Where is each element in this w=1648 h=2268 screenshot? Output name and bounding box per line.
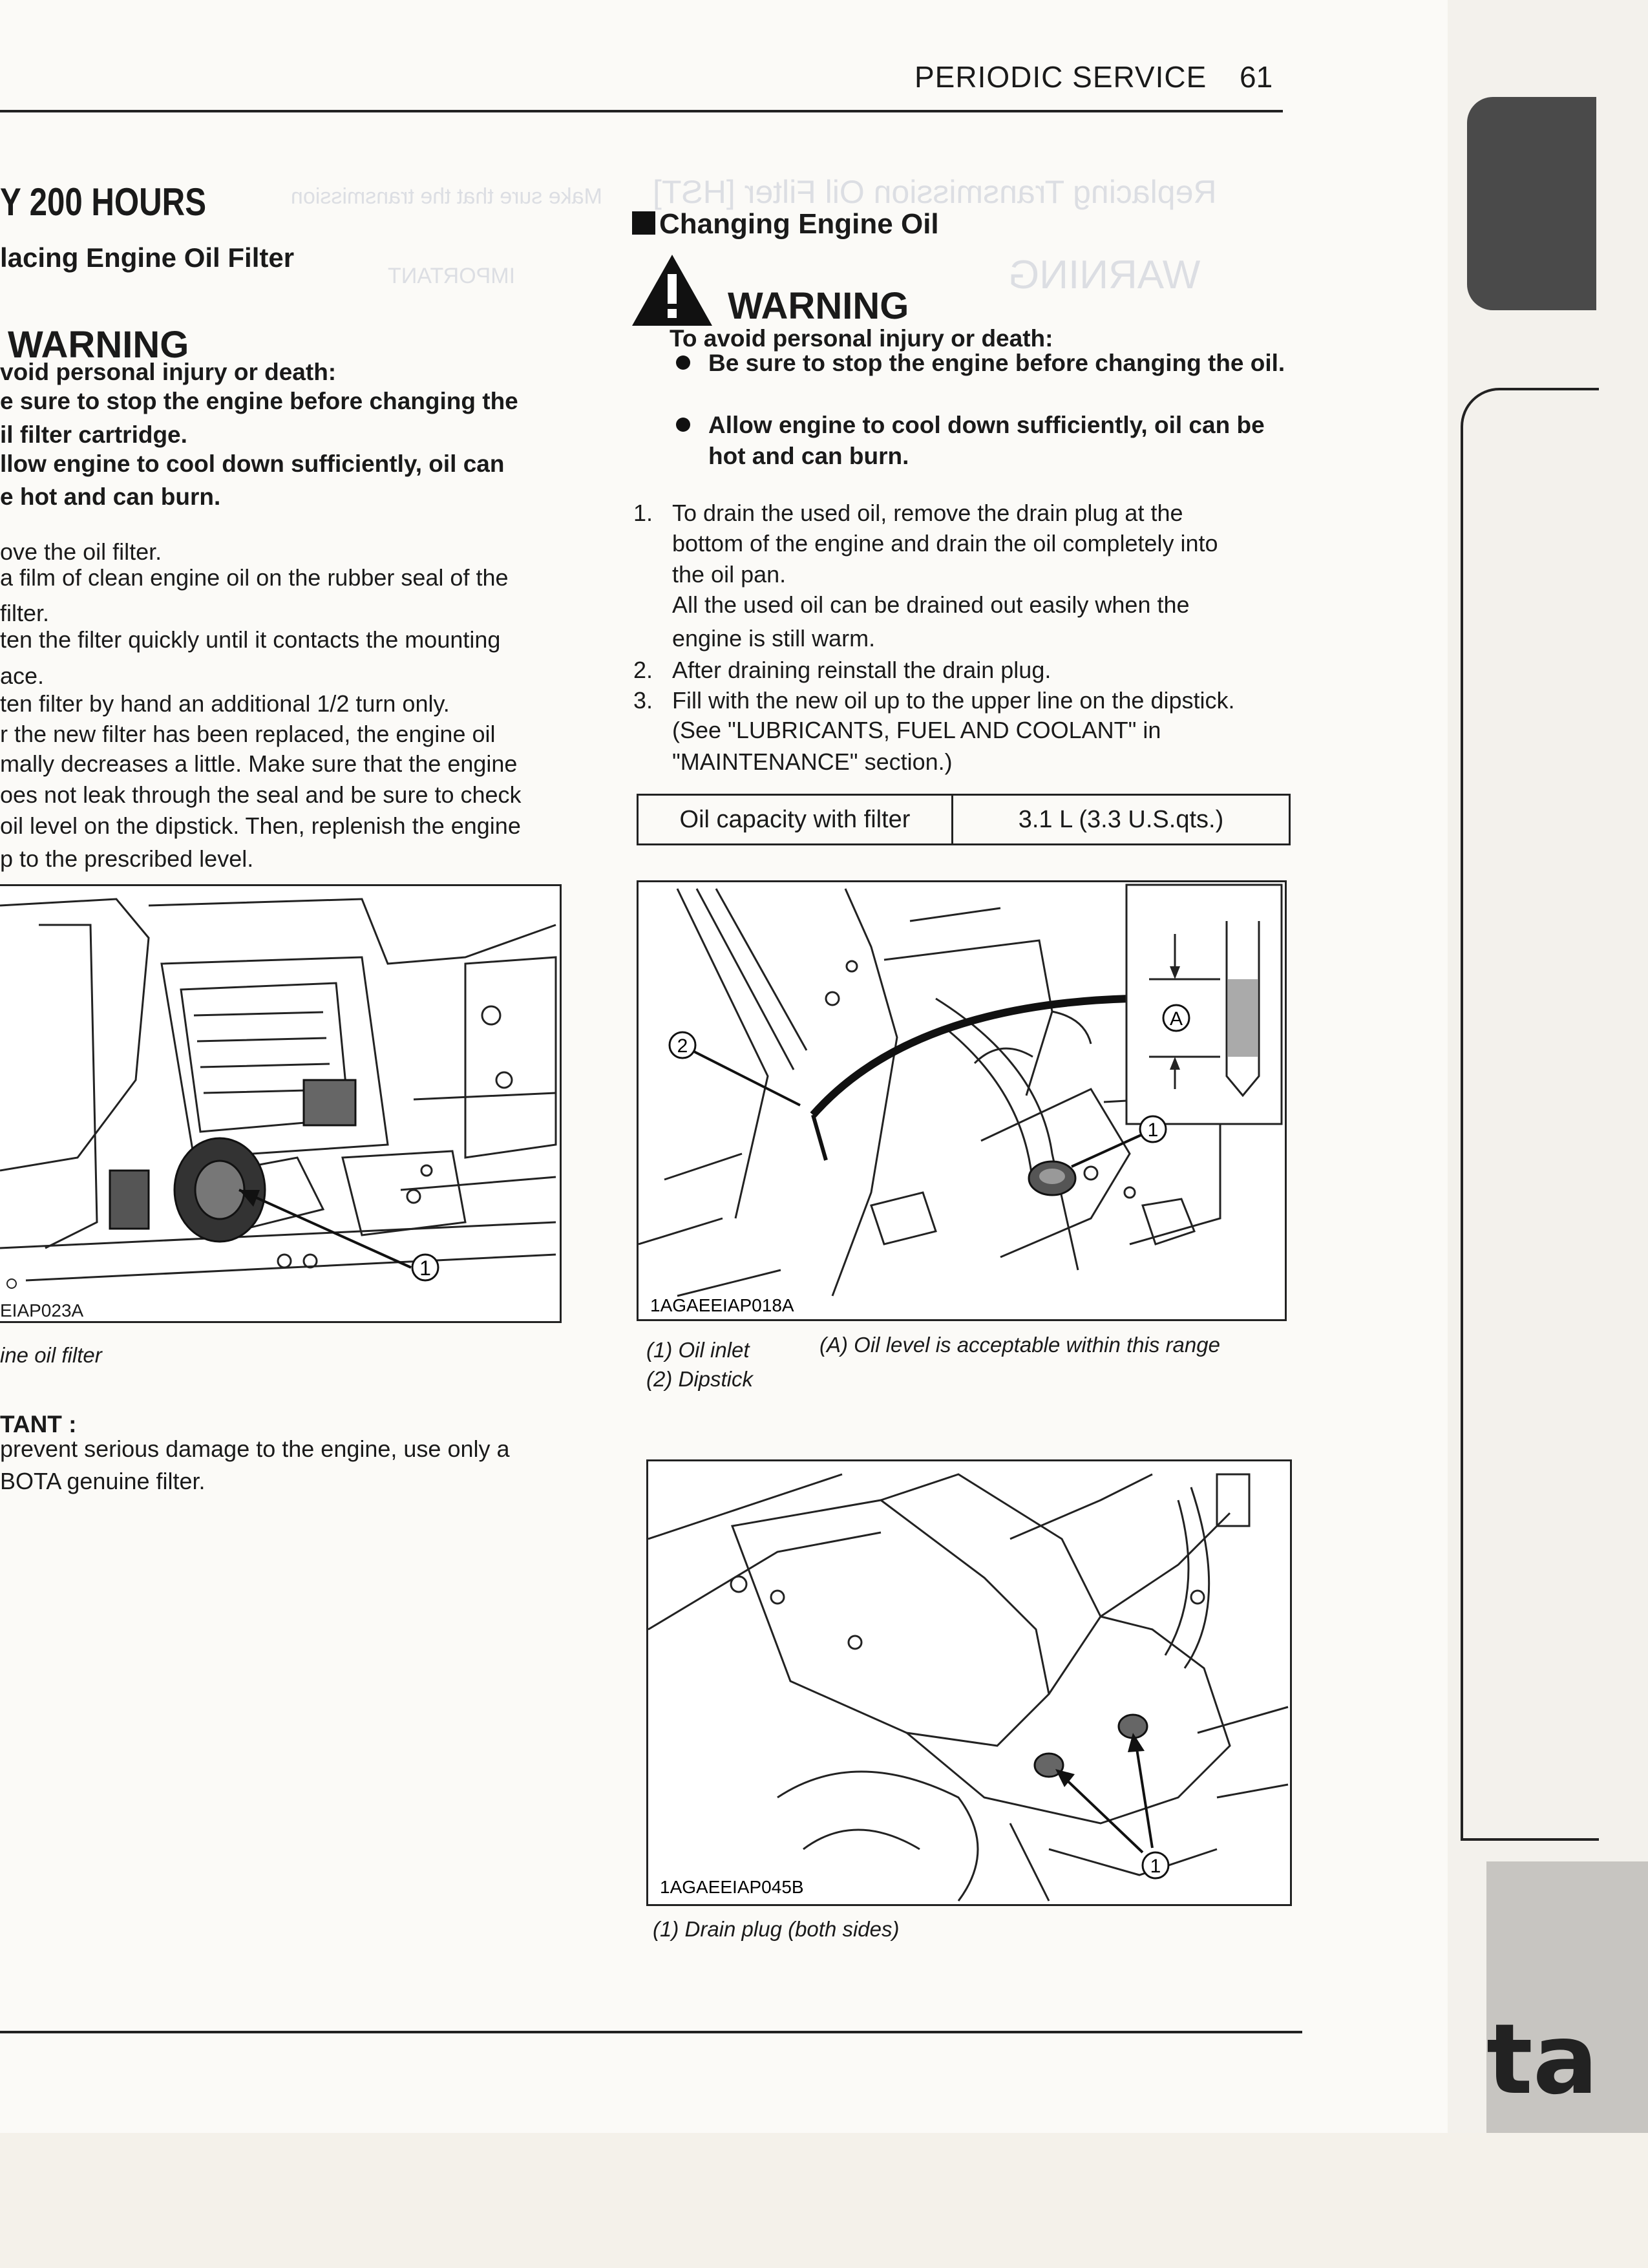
left-subheading: lacing Engine Oil Filter	[0, 242, 295, 273]
right-warning-item	[670, 410, 1290, 472]
oil-capacity-label: Oil capacity with filter	[639, 796, 953, 843]
right-heading-text: Changing Engine Oil	[659, 208, 939, 240]
step-number: 3.	[633, 687, 653, 714]
step-line: (See "LUBRICANTS, FUEL AND COOLANT" in	[672, 717, 1161, 743]
cover-brand-fragment: ta	[1486, 2004, 1598, 2116]
left-step-line: r the new filter has been replaced, the engine oil	[0, 721, 496, 747]
callout-leader	[239, 1190, 411, 1267]
figure2-callout-label: 1	[1150, 1856, 1161, 1877]
left-warning-title: WARNING	[8, 324, 189, 366]
warning-triangle-icon	[629, 252, 715, 328]
section-tab-dark	[1467, 97, 1596, 310]
figure1-caption: (1) Oil inlet	[646, 1338, 750, 1362]
bleed-through: Replacing Transmission Oil Filter [HST]	[653, 174, 1217, 210]
left-figure-code: EIAP023A	[0, 1300, 84, 1320]
bullet-icon	[676, 418, 690, 432]
oil-filter-illustration	[0, 886, 560, 1321]
left-step-line: oil level on the dipstick. Then, replenish the engine	[0, 812, 521, 839]
bleed-through: IMPORTANT	[388, 264, 516, 288]
important-title: TANT :	[0, 1411, 77, 1437]
header-rule	[0, 110, 1283, 112]
oil-capacity-table	[637, 794, 1291, 845]
important-line: prevent serious damage to the engine, use only a	[0, 1436, 510, 1462]
left-warning-line: e hot and can burn.	[0, 483, 221, 510]
left-step-line: mally decreases a little. Make sure that the engine	[0, 750, 518, 777]
page-number: 61	[1240, 60, 1273, 94]
left-warning-line: llow engine to cool down sufficiently, oil can	[0, 450, 505, 477]
figure1-caption: (A) Oil level is acceptable within this range	[819, 1333, 1220, 1357]
callout-1-label: 1	[1147, 1119, 1159, 1141]
left-warning-line: il filter cartridge.	[0, 421, 187, 448]
footer-rule	[0, 2031, 1302, 2033]
dipstick-figure	[637, 880, 1287, 1321]
callout-2-label: 2	[677, 1035, 688, 1057]
right-warning-item-text: Be sure to stop the engine before changing the oil.	[708, 350, 1285, 376]
figure2-code: 1AGAEEIAP045B	[660, 1877, 804, 1897]
step-line: "MAINTENANCE" section.)	[672, 748, 953, 775]
step-line: Fill with the new oil up to the upper line on the dipstick.	[672, 687, 1235, 714]
oil-filter-figure	[0, 884, 562, 1323]
left-step-line: a film of clean engine oil on the rubber seal of the	[0, 564, 509, 591]
step-number: 1.	[633, 500, 653, 526]
right-warning-title: WARNING	[728, 285, 909, 327]
step-line: To drain the used oil, remove the drain plug at the	[672, 500, 1183, 526]
drain-plug-illustration	[648, 1461, 1290, 1904]
heading-square-icon	[632, 211, 655, 235]
bleed-through: Make sure that the transmission	[291, 184, 602, 209]
bleed-through: WARNING	[1008, 253, 1201, 297]
important-line: BOTA genuine filter.	[0, 1468, 206, 1494]
scan-bottom-strip	[0, 2133, 1648, 2268]
right-warning-lead: To avoid personal injury or death:	[670, 325, 1053, 352]
right-warning-item-text: Allow engine to cool down sufficiently, oil can be hot and can burn.	[708, 412, 1265, 469]
left-step-line: ace.	[0, 662, 45, 689]
left-step-line: ten filter by hand an additional 1/2 turn only.	[0, 690, 450, 717]
dipstick-illustration	[639, 882, 1285, 1319]
left-figure-caption: ine oil filter	[0, 1343, 102, 1367]
oil-capacity-value: 3.1 L (3.3 U.S.qts.)	[1018, 805, 1224, 833]
left-step-line: p to the prescribed level.	[0, 845, 254, 872]
left-step-line: filter.	[0, 600, 50, 626]
bullet-icon	[676, 355, 690, 370]
step-line: engine is still warm.	[672, 625, 876, 652]
figure2-caption: (1) Drain plug (both sides)	[653, 1917, 900, 1941]
drain-plug-figure	[646, 1459, 1292, 1906]
section-header: PERIODIC SERVICE	[914, 60, 1207, 94]
step-line: After draining reinstall the drain plug.	[672, 657, 1051, 683]
left-step-line: oes not leak through the seal and be sure to check	[0, 781, 522, 808]
dipstick-arrow	[813, 999, 1130, 1115]
left-warning-lead: void personal injury or death:	[0, 359, 337, 385]
figure1-code: 1AGAEEIAP018A	[650, 1295, 794, 1315]
step-line: bottom of the engine and drain the oil completely into	[672, 530, 1218, 556]
left-step-line: ten the filter quickly until it contacts the mounting	[0, 626, 501, 653]
left-warning-line: e sure to stop the engine before changing the	[0, 388, 518, 414]
left-step-line: ove the oil filter.	[0, 538, 162, 565]
left-heading: Y 200 HOURS	[0, 180, 207, 224]
step-number: 2.	[633, 657, 653, 683]
step-line: All the used oil can be drained out easily when the	[672, 591, 1190, 618]
callout-a-label: A	[1169, 1008, 1183, 1030]
step-line: the oil pan.	[672, 561, 787, 588]
right-heading	[632, 208, 939, 240]
right-warning-item	[670, 348, 1290, 379]
callout-label: 1	[419, 1256, 431, 1280]
section-tab-outline	[1461, 388, 1599, 1841]
figure1-caption: (2) Dipstick	[646, 1367, 754, 1391]
